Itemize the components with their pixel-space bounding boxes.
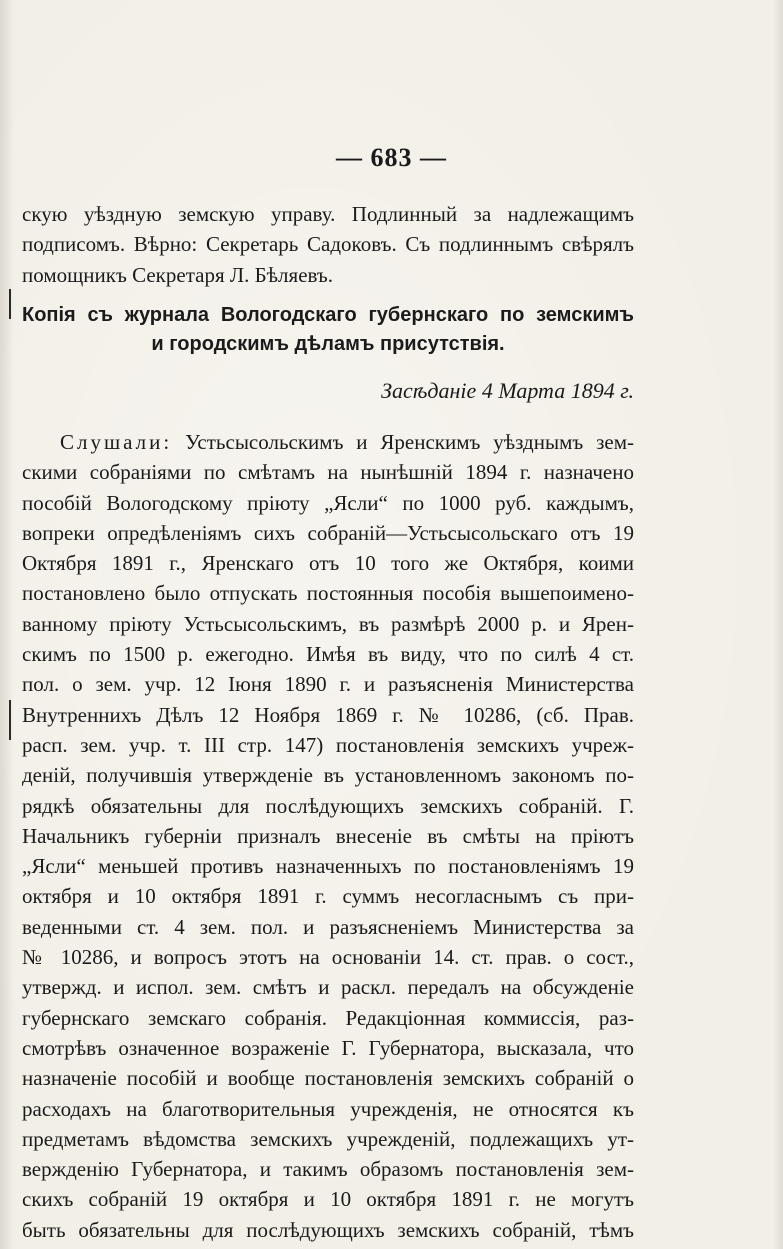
first-line-rest: Устьсысольскимъ и Яренскимъ уѣзднымъ зем- bbox=[172, 430, 634, 454]
body-line: смотрѣвъ означенное возраженіе Г. Губернатора, высказала, что bbox=[22, 1035, 634, 1060]
body-line: „Ясли“ меньшей противъ назначенныхъ по постановленіямъ 19 bbox=[22, 854, 634, 879]
body-line: октября и 10 октября 1891 г. суммъ несогласнымъ съ при- bbox=[22, 884, 634, 909]
margin-mark bbox=[9, 289, 11, 319]
page-right-edge bbox=[773, 0, 783, 1249]
body-line: предметамъ вѣдомства земскихъ учрежденій, подлежащихъ ут- bbox=[22, 1126, 634, 1151]
intro-paragraph bbox=[22, 199, 634, 290]
body-paragraph bbox=[22, 427, 634, 1245]
body-line: Внутреннихъ Дѣлъ 12 Ноября 1869 г. № 10286, (сб. Прав. bbox=[22, 702, 634, 727]
body-line: быть обязательны для послѣдующихъ земскихъ собраній, тѣмъ bbox=[22, 1217, 634, 1242]
body-line: веденными ст. 4 зем. пол. и разъясненіемъ Министерства за bbox=[22, 914, 634, 939]
section-heading bbox=[22, 301, 634, 359]
body-line: вопреки опредѣленіямъ сихъ собраній—Устьсысольскаго отъ 19 bbox=[22, 520, 634, 545]
session-date: Засѣданіе 4 Марта 1894 г. bbox=[381, 378, 634, 403]
body-line: деній, получившія утвержденіе въ установленномъ закономъ по- bbox=[22, 763, 634, 788]
body-line: вержденію Губернатора, и такимъ образомъ постановленія зем- bbox=[22, 1157, 634, 1182]
body-line: расп. зем. учр. т. III стр. 147) постановленія земскихъ учреж- bbox=[22, 732, 634, 757]
body-line: пол. о зем. учр. 12 Іюня 1890 г. и разъясненія Министерства bbox=[22, 672, 634, 697]
page-number: — 683 — bbox=[336, 143, 447, 172]
margin-mark bbox=[9, 700, 11, 740]
lead-word: Слушали: bbox=[60, 430, 173, 454]
body-line: скимъ по 1500 р. ежегодно. Имѣя въ виду, что по силѣ 4 ст. bbox=[22, 642, 634, 667]
intro-line: помощникъ Секретаря Л. Бѣляевъ. bbox=[22, 262, 334, 287]
body-line: Начальникъ губерніи призналъ внесеніе въ смѣты на пріютъ bbox=[22, 823, 634, 848]
body-line: скими собраніями по смѣтамъ на нынѣшній 1894 г. назначено bbox=[22, 460, 634, 485]
body-line: скихъ собраній 19 октября и 10 октября 1891 г. не могутъ bbox=[22, 1187, 634, 1212]
body-line: губернскаго земскаго собранія. Редакціонная коммиссія, раз- bbox=[22, 1005, 634, 1030]
body-line: постановлено было отпускать постоянныя пособія вышепоимено- bbox=[22, 581, 634, 606]
body-line: расходахъ на благотворительныя учрежденія, не относятся къ bbox=[22, 1096, 634, 1121]
body-line: № 10286, и вопросъ этотъ на основаніи 14. ст. прав. о сост., bbox=[22, 945, 634, 970]
intro-line: подписомъ. Вѣрно: Секретарь Садоковъ. Съ подлиннымъ свѣрялъ bbox=[22, 232, 634, 257]
body-line: пособій Вологодскому пріюту „Ясли“ по 1000 руб. каждымъ, bbox=[22, 490, 634, 515]
body-line: Октября 1891 г., Яренскаго отъ 10 того же Октября, коими bbox=[22, 551, 634, 576]
body-line: ванному пріюту Устьсысольскимъ, въ размѣрѣ 2000 р. и Ярен- bbox=[22, 611, 634, 636]
page-left-edge bbox=[0, 0, 14, 1249]
heading-line-2: и городскимъ дѣламъ присутствія. bbox=[151, 333, 505, 355]
intro-line: скую уѣздную земскую управу. Подлинный за надлежащимъ bbox=[22, 202, 634, 226]
body-line: назначеніе пособій и вообще постановленія земскихъ собраній о bbox=[22, 1066, 634, 1091]
body-first-line bbox=[22, 427, 634, 457]
body-line: утвержд. и испол. зем. смѣтъ и раскл. передалъ на обсужденіе bbox=[22, 975, 634, 1000]
heading-line-1: Копія съ журнала Вологодскаго губернскаго по земскимъ bbox=[22, 304, 634, 326]
body-line: рядкѣ обязательны для послѣдующихъ земскихъ собраній. Г. bbox=[22, 793, 634, 818]
